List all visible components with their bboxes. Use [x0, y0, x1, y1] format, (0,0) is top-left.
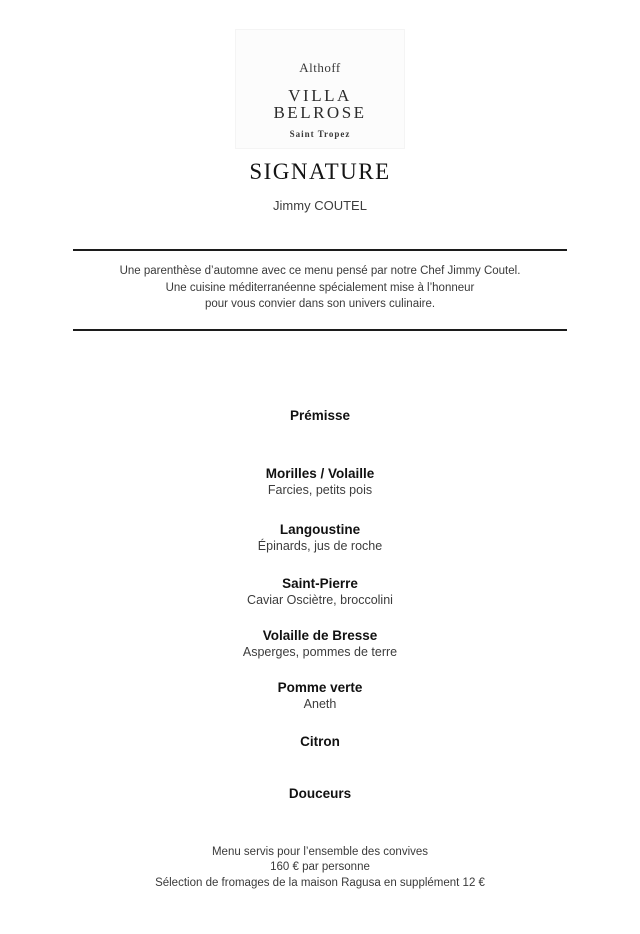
logo-hotel-name-line2: BELROSE — [273, 103, 367, 122]
footer-line-service: Menu servis pour l’ensemble des convives — [211, 845, 429, 858]
course-pomme-verte — [0, 679, 640, 713]
top-divider — [73, 249, 567, 251]
course-description: Aneth — [303, 696, 337, 711]
intro-line: Une cuisine méditerranéenne spécialement mise à l’honneur — [165, 281, 475, 294]
course-langoustine — [0, 521, 640, 555]
intro-line: pour vous convier dans son univers culinaire. — [204, 298, 436, 310]
course-saint-pierre — [0, 575, 640, 609]
menu-footer — [0, 845, 640, 892]
intro-paragraph — [0, 263, 640, 313]
course-description: Asperges, pommes de terre — [242, 644, 398, 659]
course-name: Citron — [300, 733, 340, 749]
course-citron — [0, 733, 640, 750]
course-name: Morilles / Volaille — [265, 465, 375, 481]
footer-line-supplement: Sélection de fromages de la maison Ragusa en supplément 12 € — [155, 876, 485, 889]
course-description: Farcies, petits pois — [267, 482, 373, 497]
logo-hotel-name-line1: VILLA — [288, 86, 352, 105]
menu-page — [0, 30, 640, 934]
course-name: Prémisse — [289, 407, 351, 423]
chef-name: Jimmy COUTEL — [273, 198, 367, 213]
course-volaille-de-bresse — [0, 627, 640, 661]
course-name: Langoustine — [279, 521, 361, 537]
logo-brand-name: Althoff — [299, 60, 341, 75]
course-name: Pomme verte — [277, 679, 363, 695]
course-premisse — [0, 407, 640, 424]
course-douceurs — [0, 785, 640, 802]
footer-line-price: 160 € par personne — [270, 861, 370, 873]
course-description: Caviar Osciètre, broccolini — [247, 592, 393, 607]
bottom-divider — [73, 329, 567, 331]
course-name: Saint-Pierre — [282, 575, 358, 591]
course-morilles-volaille — [0, 465, 640, 499]
course-name: Volaille de Bresse — [262, 627, 378, 643]
hotel-logo — [236, 30, 404, 148]
course-list — [0, 407, 640, 802]
course-description: Épinards, jus de roche — [257, 538, 383, 553]
intro-line: Une parenthèse d’automne avec ce menu pensé par notre Chef Jimmy Coutel. — [119, 265, 521, 277]
logo-location: Saint Tropez — [289, 129, 351, 139]
course-name: Douceurs — [288, 785, 352, 801]
menu-title: SIGNATURE — [249, 159, 391, 184]
